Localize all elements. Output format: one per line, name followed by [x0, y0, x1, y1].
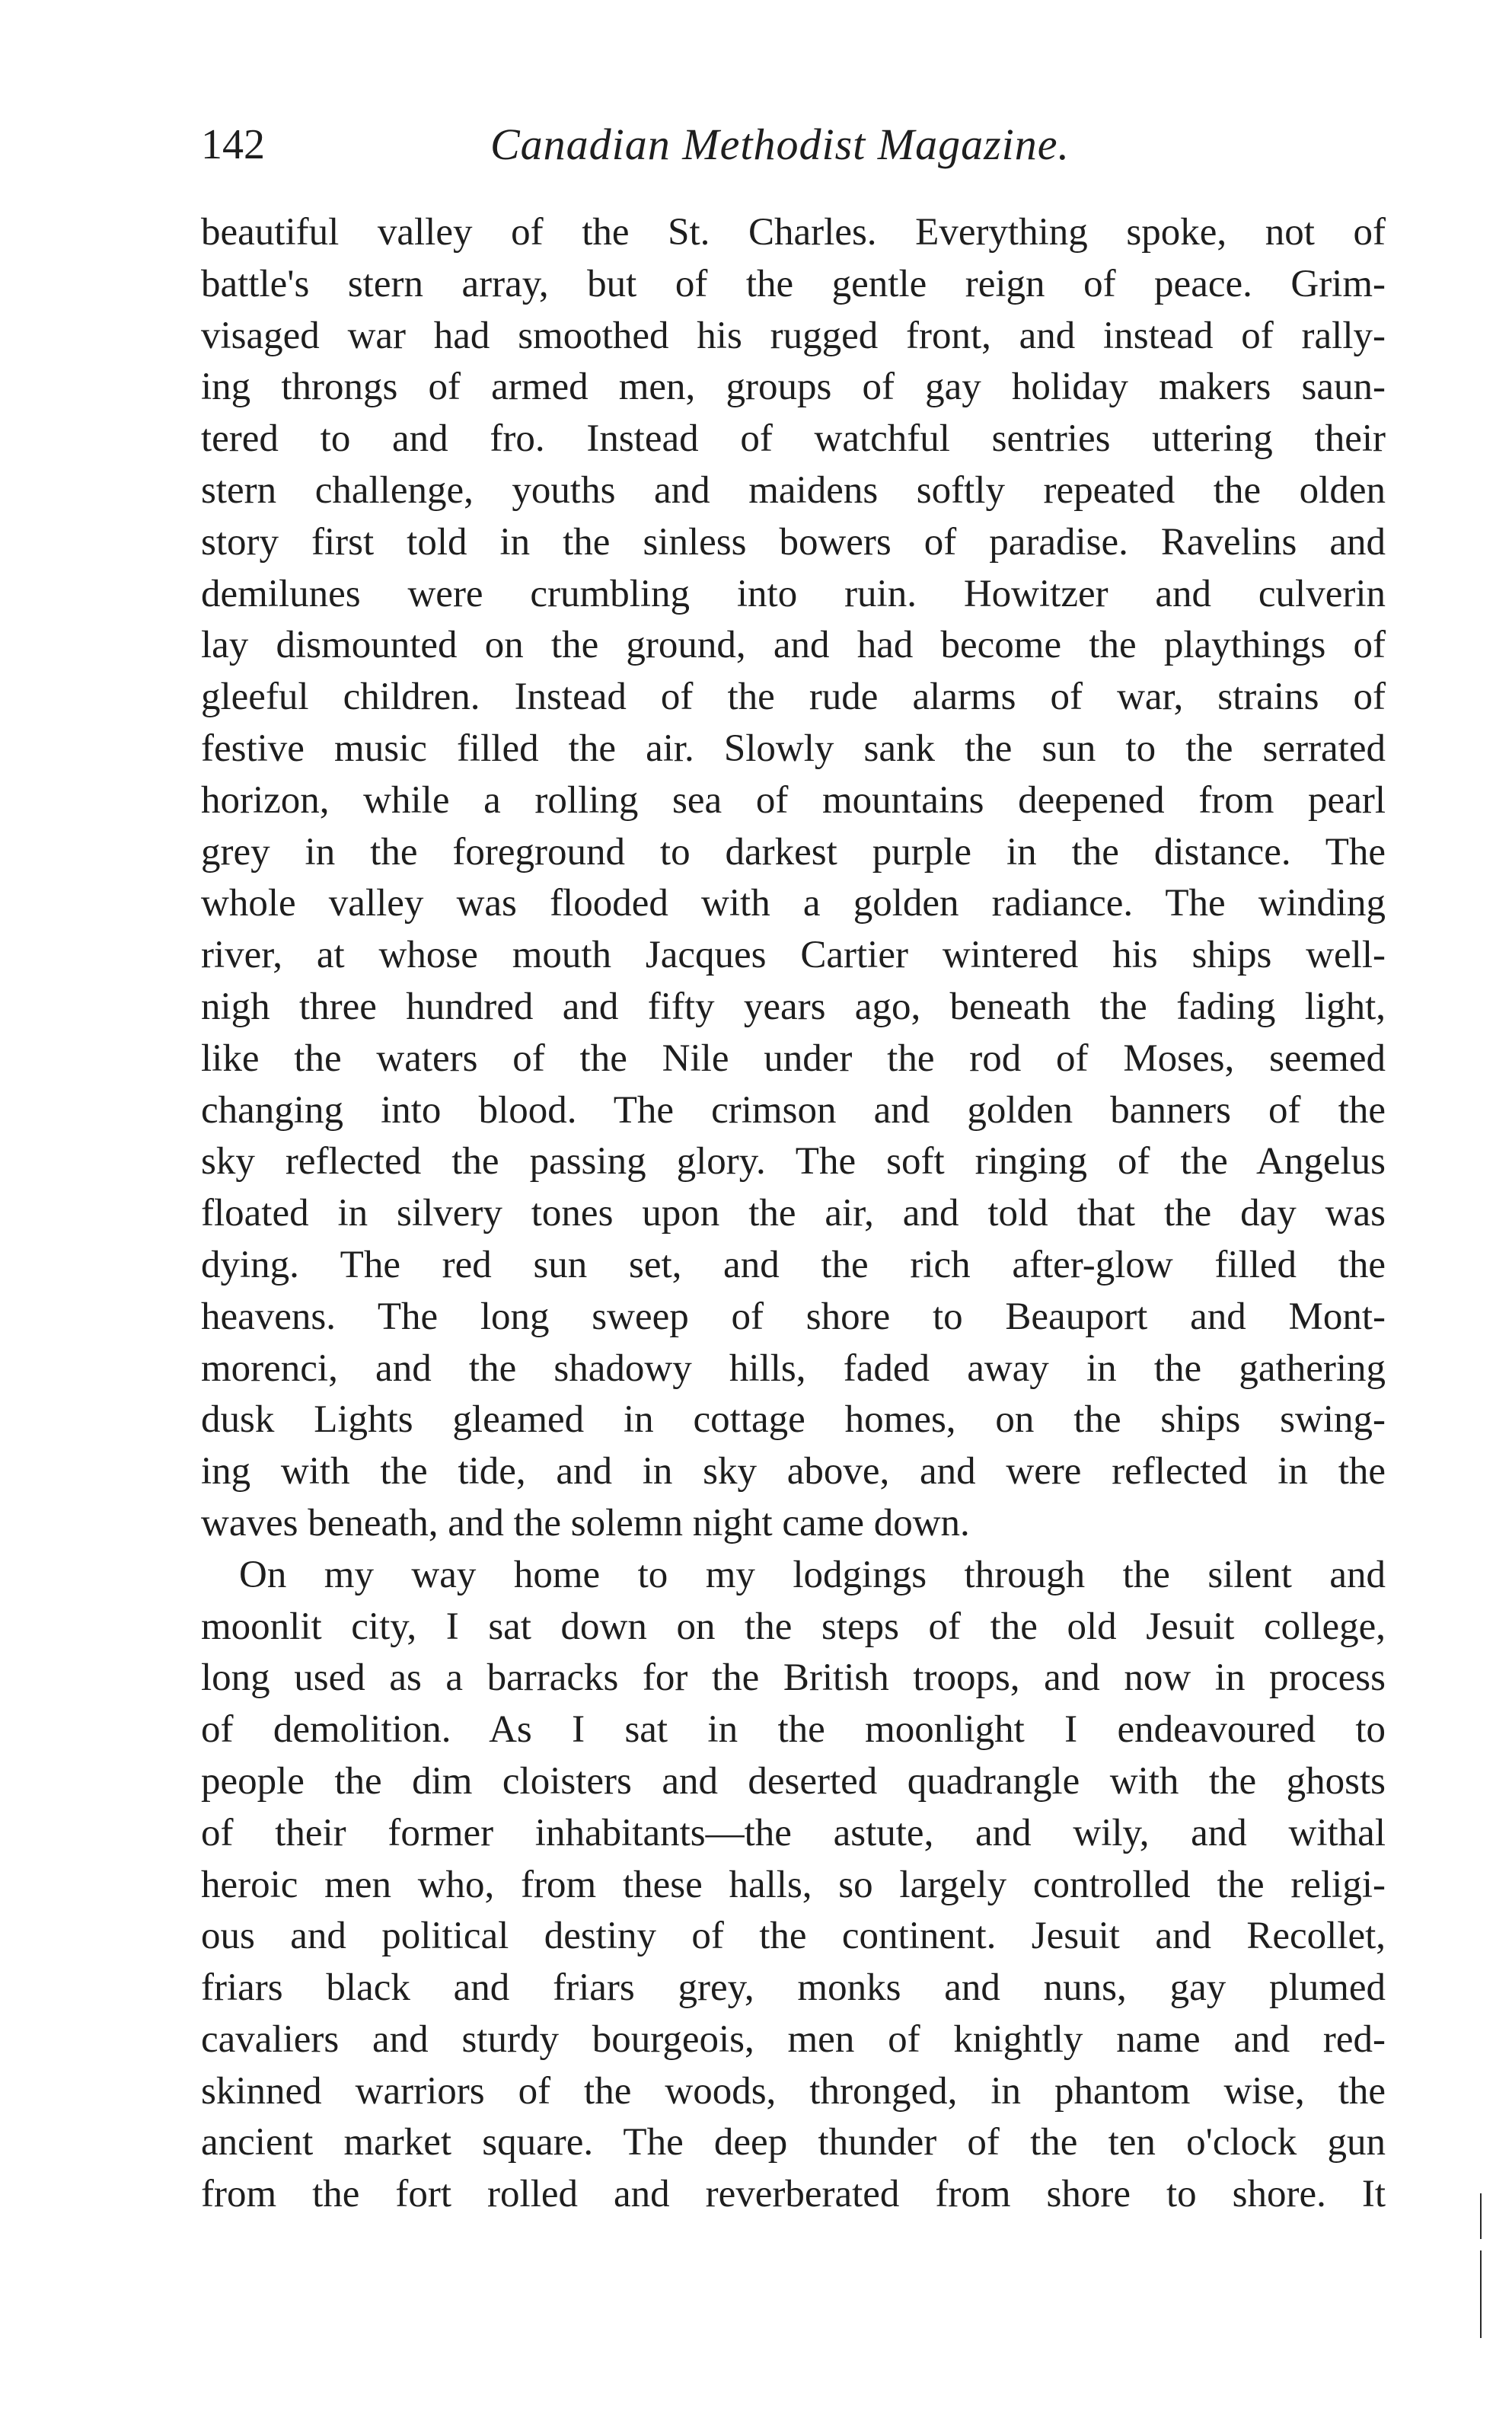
text-line: visaged war had smoothed his rugged front, and instead of rally-: [201, 314, 1386, 357]
text-line: people the dim cloisters and deserted quadrangle with the ghosts: [201, 1759, 1386, 1803]
text-line: dying. The red sun set, and the rich after-glow filled the: [201, 1243, 1386, 1286]
text-line: stern challenge, youths and maidens softly repeated the olden: [201, 468, 1386, 512]
text-line: from the fort rolled and reverberated from shore to shore. It: [201, 2173, 1386, 2216]
text-line: ancient market square. The deep thunder of the ten o'clock gun: [201, 2121, 1386, 2164]
text-line: skinned warriors of the woods, thronged, in phantom wise, the: [201, 2069, 1386, 2113]
text-line: tered to and fro. Instead of watchful sentries uttering their: [201, 417, 1386, 461]
text-line: On my way home to my lodgings through the silent and: [239, 1553, 1386, 1596]
text-line: of demolition. As I sat in the moonlight I endeavoured to: [201, 1708, 1386, 1752]
text-line: of their former inhabitants—the astute, and wily, and withal: [201, 1811, 1386, 1854]
text-line: friars black and friars grey, monks and nuns, gay plumed: [201, 1966, 1386, 2010]
paragraph: [201, 207, 1386, 1550]
text-line: changing into blood. The crimson and golden banners of the: [201, 1088, 1386, 1132]
text-line: heavens. The long sweep of shore to Beauport and Mont-: [201, 1295, 1386, 1338]
scan-edge-mark: [1480, 2250, 1482, 2338]
text-line: sky reflected the passing glory. The soft ringing of the Angelus: [201, 1140, 1386, 1183]
text-line: ing with the tide, and in sky above, and were reflected in the: [201, 1450, 1386, 1493]
text-line: ous and political destiny of the continent. Jesuit and Recollet,: [201, 1915, 1386, 1958]
text-line: morenci, and the shadowy hills, faded away in the gathering: [201, 1346, 1386, 1390]
text-line: long used as a barracks for the British troops, and now in process: [201, 1656, 1386, 1700]
text-line: ing throngs of armed men, groups of gay holiday makers saun-: [201, 366, 1386, 409]
text-line: whole valley was flooded with a golden radiance. The winding: [201, 882, 1386, 925]
text-line: gleeful children. Instead of the rude alarms of war, strains of: [201, 676, 1386, 719]
text-line: like the waters of the Nile under the rod of Moses, seemed: [201, 1037, 1386, 1080]
text-line: grey in the foreground to darkest purple in the distance. The: [201, 830, 1386, 874]
body-text: [201, 207, 1386, 2221]
text-line: heroic men who, from these halls, so largely controlled the religi-: [201, 1863, 1386, 1906]
text-line: story first told in the sinless bowers of paradise. Ravelins and: [201, 520, 1386, 564]
text-line: moonlit city, I sat down on the steps of the old Jesuit college,: [201, 1605, 1386, 1648]
page-header: [201, 114, 1419, 175]
text-line: waves beneath, and the solemn night came down.: [201, 1501, 970, 1544]
text-line: festive music filled the air. Slowly sank the sun to the serrated: [201, 727, 1386, 770]
text-line: nigh three hundred and fifty years ago, beneath the fading light,: [201, 985, 1386, 1028]
text-line: river, at whose mouth Jacques Cartier wintered his ships well-: [201, 934, 1386, 977]
scan-edge-mark: [1480, 2193, 1482, 2239]
text-line: floated in silvery tones upon the air, and told that the day was: [201, 1192, 1386, 1235]
text-line: battle's stern array, but of the gentle reign of peace. Grim-: [201, 262, 1386, 305]
text-line: lay dismounted on the ground, and had become the playthings of: [201, 624, 1386, 667]
running-head: Canadian Methodist Magazine.: [490, 120, 1070, 169]
text-line: beautiful valley of the St. Charles. Everything spoke, not of: [201, 211, 1386, 254]
paragraph: [201, 1550, 1386, 2221]
text-line: cavaliers and sturdy bourgeois, men of knightly name and red-: [201, 2017, 1386, 2061]
text-line: horizon, while a rolling sea of mountains deepened from pearl: [201, 778, 1386, 822]
text-line: demilunes were crumbling into ruin. Howitzer and culverin: [201, 572, 1386, 615]
page-number: 142: [201, 121, 265, 168]
text-line: dusk Lights gleamed in cottage homes, on the ships swing-: [201, 1398, 1386, 1442]
